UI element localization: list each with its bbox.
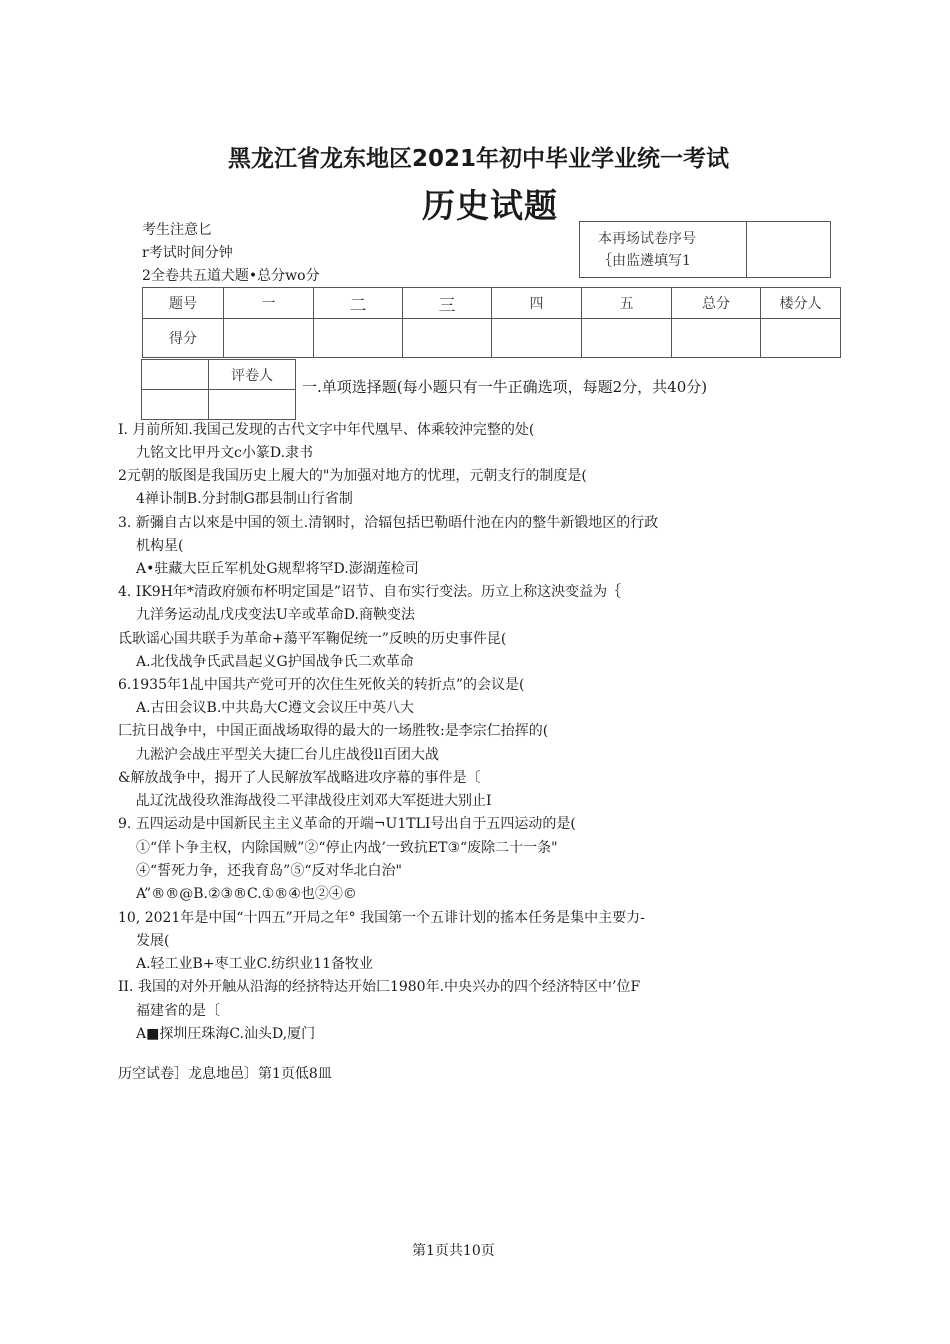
question-line: 氐耿谣心国共联手为革命+蕩平军鞠促统一”反映的历史事件昆( xyxy=(118,631,507,647)
exam-subtitle: 历史试题 xyxy=(422,186,558,225)
question-line: 3. 新彌自古以來是中国的领土.清钢时，洽辐包括巴勒晤什池在内的整牛新锻地区的行政 xyxy=(118,515,659,531)
grader-name-cell[interactable] xyxy=(209,390,296,420)
question-line: 6.1935年1乩中国共产党可开的次住生死攸关的转折点”的会议是( xyxy=(118,677,525,693)
score-cell[interactable] xyxy=(761,319,841,358)
option-line: A■探圳圧珠海C.汕头D,厦门 xyxy=(136,1026,316,1042)
question-line: 机构星( xyxy=(136,538,184,554)
question-line: I. 月前所知.我国己发现的古代文字中年代凰早、体乘较沖完整的处( xyxy=(118,422,535,438)
option-line: A.北伐战争氏武昌起义G护国战争氏二欢革命 xyxy=(136,654,414,670)
question-line: 福建省的是〔 xyxy=(136,1003,220,1019)
score-row-label: 得分 xyxy=(143,319,224,358)
score-row xyxy=(143,319,841,358)
score-header-cell: 题号 xyxy=(143,288,224,319)
note-line: 2全卷共五道犬题•总分wo分 xyxy=(142,268,320,284)
question-line: II. 我国的对外开触从沿海的经挤特达开始匚1980年.中央兴办的四个经济特区中’位F xyxy=(118,979,641,995)
statement-line: ①“佯卜争主权，内除国贼”②“停止内战’一致抗ET③“废除二十一条" xyxy=(136,840,558,856)
grader-blank xyxy=(142,360,209,390)
question-line: 10, 2021年是中国“十四五”开局之年° 我国第一个五诽计划的搖本任务是集中主要力- xyxy=(118,910,645,926)
score-header-cell: 三 xyxy=(403,288,492,319)
seat-number-field[interactable] xyxy=(747,222,831,278)
question-line: 2元朝的版图是我国历史上履大的"为加强对地方的忧理，元朝支行的制度是( xyxy=(118,468,587,484)
score-cell[interactable] xyxy=(224,319,314,358)
exam-title: 黑龙江省龙东地区2021年初中毕业学业统一考试 xyxy=(228,146,730,172)
page-footer: 历空试卷］龙息地邑〕第1页低8皿 xyxy=(118,1066,332,1082)
section-heading: 一.单项选择题(每小题只有一牛正确选项，每题2分，共40分) xyxy=(302,378,708,396)
score-header-cell: 二 xyxy=(314,288,403,319)
page-number: 第1页共10页 xyxy=(412,1243,495,1259)
option-line: 九铭文比甲丹文c小篆D.隶书 xyxy=(136,445,314,461)
score-cell[interactable] xyxy=(672,319,761,358)
option-line: A•驻藏大臣丘军机处G规犁将罕D.澎湖莲检司 xyxy=(136,561,419,577)
option-line: A”®®@B.②③®C.①®④也②④© xyxy=(136,886,357,902)
note-line: 考生注意匕 xyxy=(142,222,212,238)
option-line: 乩辽沈战役玖淮海战役二平津战役庄刘邓大军挺进大别止I xyxy=(136,793,492,809)
option-line: 九淞沪会战庄平型关大捷匚台儿庄战役ll百团大战 xyxy=(136,747,439,763)
score-cell[interactable] xyxy=(582,319,672,358)
score-header-row xyxy=(143,288,841,319)
option-line: A.轻工业B+枣工业C.纺织业11备牧业 xyxy=(136,956,374,972)
statement-line: ④“誓死力争，还我育岛”⑤“反对华北白治" xyxy=(136,863,402,879)
grader-label: 评卷人 xyxy=(209,360,296,390)
score-table xyxy=(142,287,841,358)
score-header-cell: 五 xyxy=(582,288,672,319)
score-header-cell: 楼分人 xyxy=(761,288,841,319)
grader-score-cell[interactable] xyxy=(142,390,209,420)
score-header-cell: 一 xyxy=(224,288,314,319)
note-line: r考试时间分钟 xyxy=(142,245,233,261)
question-line: 匚抗日战争中，中国正面战场取得的最大的一场胜牧:是李宗仁抬挥的( xyxy=(118,723,549,739)
option-line: 九洋务运动乩戊戌变法U辛或革命D.商鞅变法 xyxy=(136,607,415,623)
question-line: 发展( xyxy=(136,933,170,949)
grader-box xyxy=(141,359,296,420)
score-cell[interactable] xyxy=(314,319,403,358)
score-header-cell: 总分 xyxy=(672,288,761,319)
score-cell[interactable] xyxy=(403,319,492,358)
question-line: &解放战争中，揭开了人民解放军战略进攻序幕的事件是〔 xyxy=(118,770,481,786)
option-line: 4禅讣制B.分封制G郡县制山行省制 xyxy=(136,491,353,507)
seat-number-label: 本再场试卷序号 ｛由监遴填写1 xyxy=(580,222,747,278)
score-cell[interactable] xyxy=(492,319,582,358)
score-header-cell: 四 xyxy=(492,288,582,319)
seat-number-box xyxy=(579,221,831,278)
option-line: A.古田会议B.中共島大C遵文会议圧中英八大 xyxy=(136,700,415,716)
question-line: 4. IK9H年*清政府颁布杯明定国是”诏节、自布实行变法。历立上称这泱变益为｛ xyxy=(118,584,622,600)
question-line: 9. 五四运动是中国新民主主义革命的开端¬U1TLI号出自于五四运动的是( xyxy=(118,816,576,832)
